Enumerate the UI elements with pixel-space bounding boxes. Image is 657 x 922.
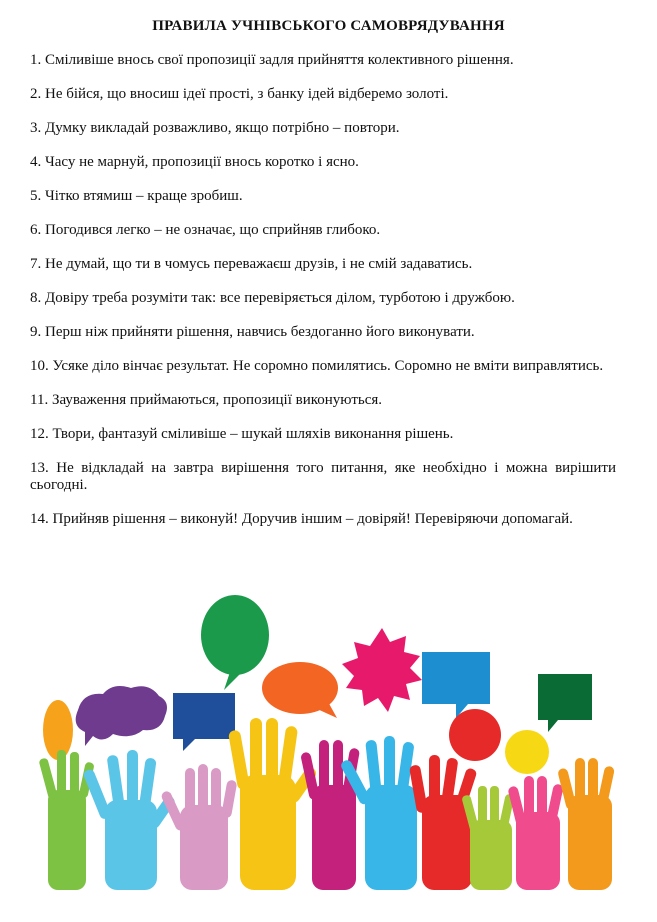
list-item: 10. Усяке діло вінчає результат. Не соромно помилятись. Соромно не вміти виправлятись. [30,358,604,374]
pink-star-bubble [342,628,422,712]
hand-lightblue [82,750,176,890]
hand-orange [557,758,615,890]
list-item: 3. Думку викладай розважливо, якщо потрібно – повтори. [30,120,400,136]
list-item: 9. Перш ніж прийняти рішення, навчись бездоганно його виконувати. [30,324,475,340]
list-item: 4. Часу не марнуй, пропозиції внось коротко і ясно. [30,154,359,170]
purple-cloud-bubble [76,686,167,746]
list-item: 13. Не відкладай на завтра вирішення того питання, яке необхідно і можна вирішити сьогодні. [30,460,617,493]
red-round-bubble [449,709,501,761]
list-item: 1. Сміливіше внось свої пропозиції задля прийняття колективного рішення. [30,52,514,68]
list-item: 12. Твори, фантазуй сміливіше – шукай шляхів виконання рішень. [30,426,454,442]
dark-green-square-bubble [538,674,592,732]
list-item: 14. Прийняв рішення – виконуй! Доручив іншим – довіряй! Перевіряючи допомагай. [30,511,573,527]
hand-yellow [228,718,319,890]
blue-rect-bubble [422,652,490,718]
list-item: 11. Зауваження приймаються, пропозиції виконуються. [30,392,383,408]
list-item: 2. Не бійся, що вносиш ідеї прості, з банку ідей відберемо золоті. [30,86,449,102]
green-oval-bubble [201,595,269,675]
hand-red [409,755,478,890]
page-title: ПРАВИЛА УЧНІВСЬКОГО САМОВРЯДУВАННЯ [152,18,505,34]
rules-list [30,52,616,545]
list-item: 8. Довіру треба розуміти так: все перевіряється ділом, турботою і дружбою. [30,290,515,306]
yellow-round-bubble [505,730,549,774]
green-bubble-tail [224,672,240,690]
hand-pink [507,776,564,890]
list-item: 5. Чітко втямиш – краще зробиш. [30,188,243,204]
list-item: 7. Не думай, що ти в чомусь переважаєш друзів, і не смій задаватись. [30,256,473,272]
raised-hands-speech-bubbles-icon [30,590,630,890]
list-item: 6. Погодився легко – не означає, що сприйняв глибоко. [30,222,381,238]
orange-oval-bubble [43,700,73,760]
hand-lightpink [160,764,237,890]
blue-square-bubble [173,693,235,751]
